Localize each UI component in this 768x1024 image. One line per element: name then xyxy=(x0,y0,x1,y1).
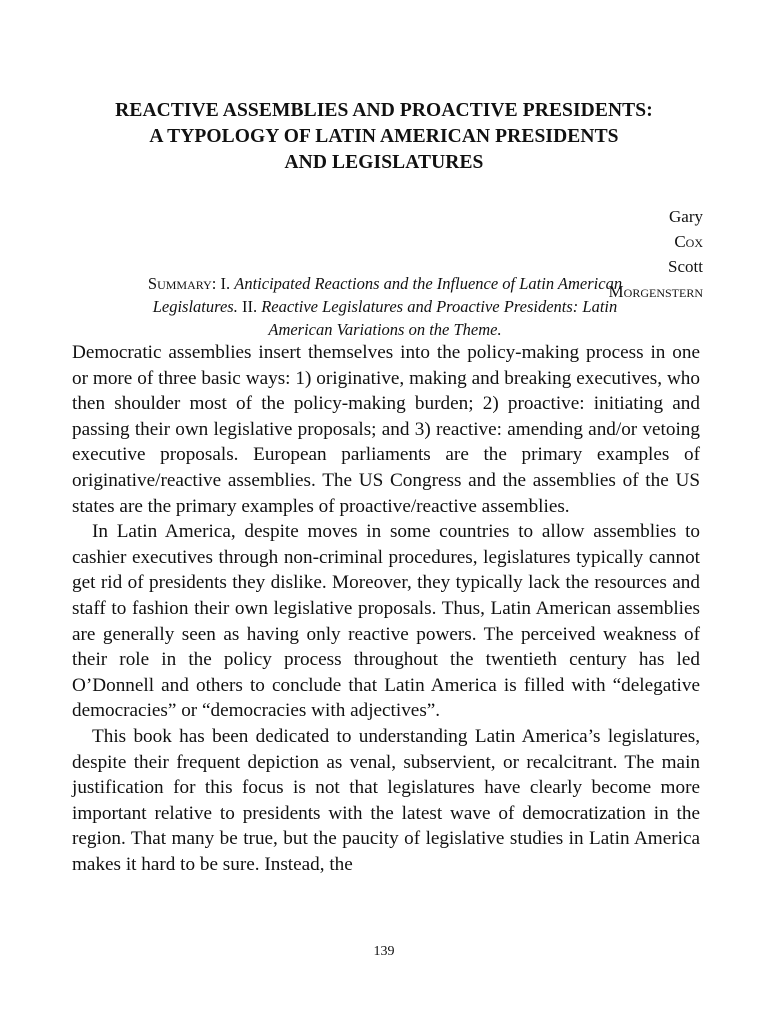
paragraph: This book has been dedicated to understanding Latin America’s legislatures, despite their frequent depiction as venal, subservient, or recalcitrant. The main justification for this focus is not that legislatures have clearly become more important relative to presidents with the latest wave of democratization in the region. That many be true, but the paucity of legislative studies in Latin America makes it hard to be sure. Instead, the xyxy=(72,725,700,875)
page-number: 139 xyxy=(373,944,395,959)
summary-part-number: II. xyxy=(241,297,258,316)
summary-part-number: I. xyxy=(220,274,231,293)
body-text xyxy=(72,340,700,877)
paragraph: In Latin America, despite moves in some countries to allow assemblies to cashier executives through non-criminal procedures, legislatures typically cannot get rid of presidents they dislike. Moreover, they typically lack the resources and staff to fashion their own legislative proposals. Thus, Latin American assemblies are generally seen as having only reactive powers. The perceived weakness of their role in the policy process throughout the twentieth century has led O’Donnell and others to conclude that Latin America is filled with “delegative democracies” or “democracies with adjectives”. xyxy=(72,521,700,722)
title-line: REACTIVE ASSEMBLIES AND PROACTIVE PRESIDENTS: xyxy=(115,100,653,121)
author-name: Gary Cox xyxy=(669,207,703,251)
title-line: A TYPOLOGY OF LATIN AMERICAN PRESIDENTS xyxy=(149,126,619,147)
summary-part-title: Reactive Legislatures and Proactive Presidents: Latin American Variations on the Theme. xyxy=(261,297,618,339)
paragraph: Democratic assemblies insert themselves into the policy-making process in one or more of three basic ways: 1) originative, making and breaking executives, who then shoulder most of the policy-making burden; 2) proactive: initiating and passing their own legislative proposals; and 3) reactive: amending and/or vetoing executive proposals. European parliaments are the primary examples of originative/reactive assemblies. The US Congress and the assemblies of the US states are the primary examples of proactive/reactive assemblies. xyxy=(72,342,700,517)
title-line: AND LEGISLATURES xyxy=(284,152,484,173)
summary-part-title: Anticipated Reactions and the Influence of Latin American Legislatures. xyxy=(152,274,623,316)
summary-label: Summary: xyxy=(147,274,217,293)
article-title xyxy=(60,98,708,176)
author-name: Scott Morgenstern xyxy=(608,257,703,301)
summary-block xyxy=(140,272,630,341)
